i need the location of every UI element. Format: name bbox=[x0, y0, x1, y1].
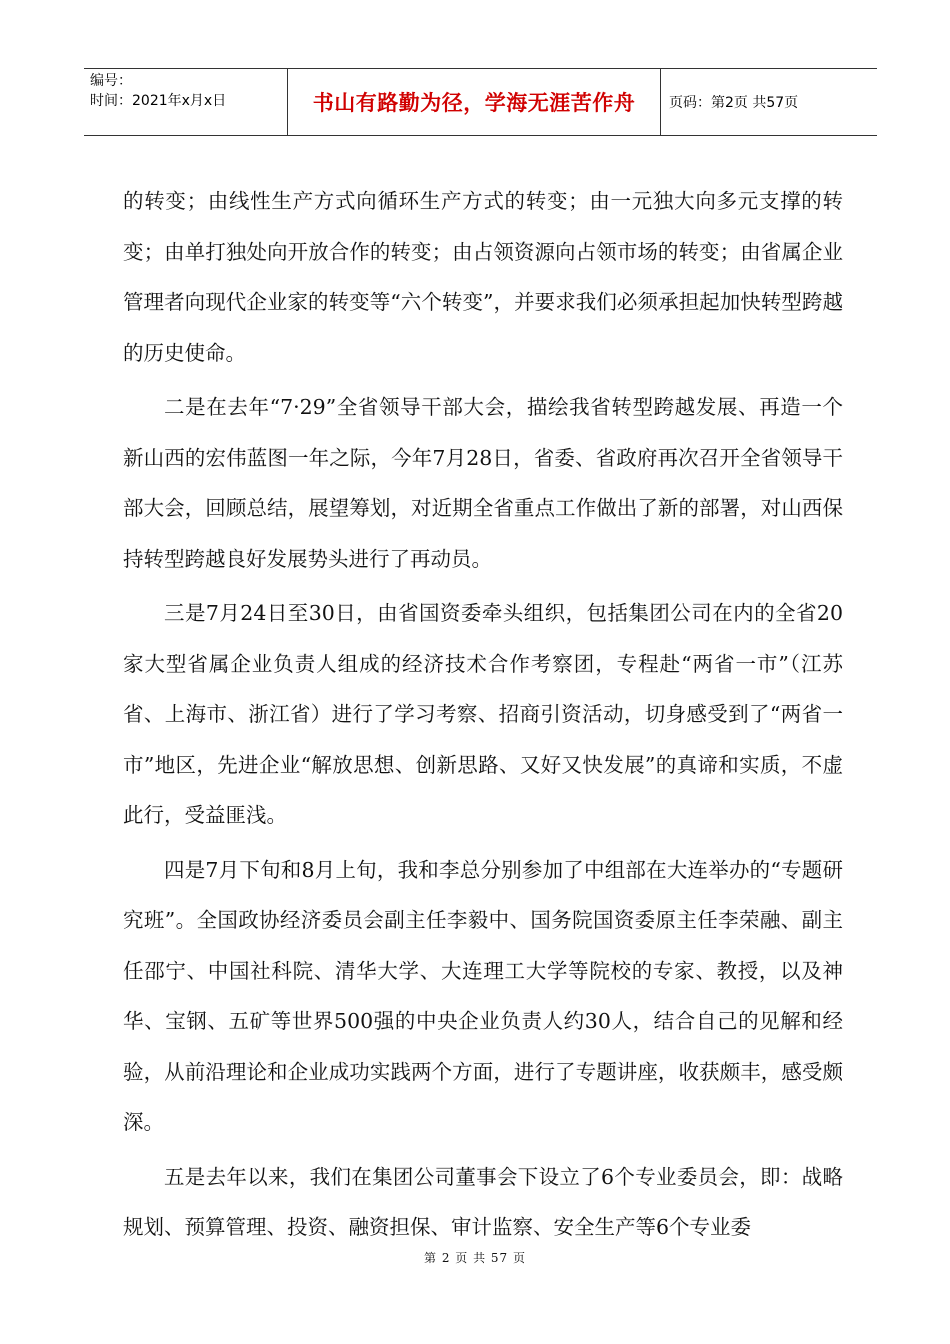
time-label: 时间：2021年x月x日 bbox=[90, 93, 227, 109]
paragraph-five: 五是去年以来，我们在集团公司董事会下设立了6个专业委员会，即：战略规划、预算管理、投资、融资担保、审计监察、安全生产等6个专业委 bbox=[123, 1164, 843, 1239]
header-page-info: 页码：第2页 共57页 bbox=[669, 95, 799, 111]
header-motto: 书山有路勤为径，学海无涯苦作舟 bbox=[287, 69, 661, 135]
paragraph-two: 二是在去年“7·29”全省领导干部大会，描绘我省转型跨越发展、再造一个新山西的宏伟蓝图一年之际，今年7月28日，省委、省政府再次召开全省领导干部大会，回顾总结，展望筹划，对近期全省重点工作做出了新的部署，对山西保持转型跨越良好发展势头进行了再动员。 bbox=[123, 395, 843, 571]
paragraph-continued: 的转变；由线性生产方式向循环生产方式的转变；由一元独大向多元支撑的转变；由单打独处向开放合作的转变；由占领资源向占领市场的转变；由省属企业管理者向现代企业家的转变等“六个转变”，并要求我们必须承担起加快转型跨越的历史使命。 bbox=[123, 189, 843, 365]
document-body bbox=[123, 176, 843, 1253]
document-header bbox=[84, 68, 877, 136]
header-meta bbox=[84, 69, 287, 135]
paragraph-three: 三是7月24日至30日，由省国资委牵头组织，包括集团公司在内的全省20家大型省属企业负责人组成的经济技术合作考察团，专程赴“两省一市”（江苏省、上海市、浙江省）进行了学习考察、招商引资活动，切身感受到了“两省一市”地区，先进企业“解放思想、创新思路、又好又快发展”的真谛和实质，不虚此行，受益匪浅。 bbox=[123, 601, 843, 827]
paragraph-four: 四是7月下旬和8月上旬，我和李总分别参加了中组部在大连举办的“专题研究班”。全国政协经济委员会副主任李毅中、国务院国资委原主任李荣融、副主任邵宁、中国社科院、清华大学、大连理工大学等院校的专家、教授，以及神华、宝钢、五矿等世界500强的中央企业负责人约30人，结合自己的见解和经验，从前沿理论和企业成功实践两个方面，进行了专题讲座，收获颇丰，感受颇深。 bbox=[123, 857, 843, 1134]
number-label: 编号： bbox=[90, 73, 132, 89]
page-footer: 第 2 页 共 57 页 bbox=[424, 1251, 526, 1265]
